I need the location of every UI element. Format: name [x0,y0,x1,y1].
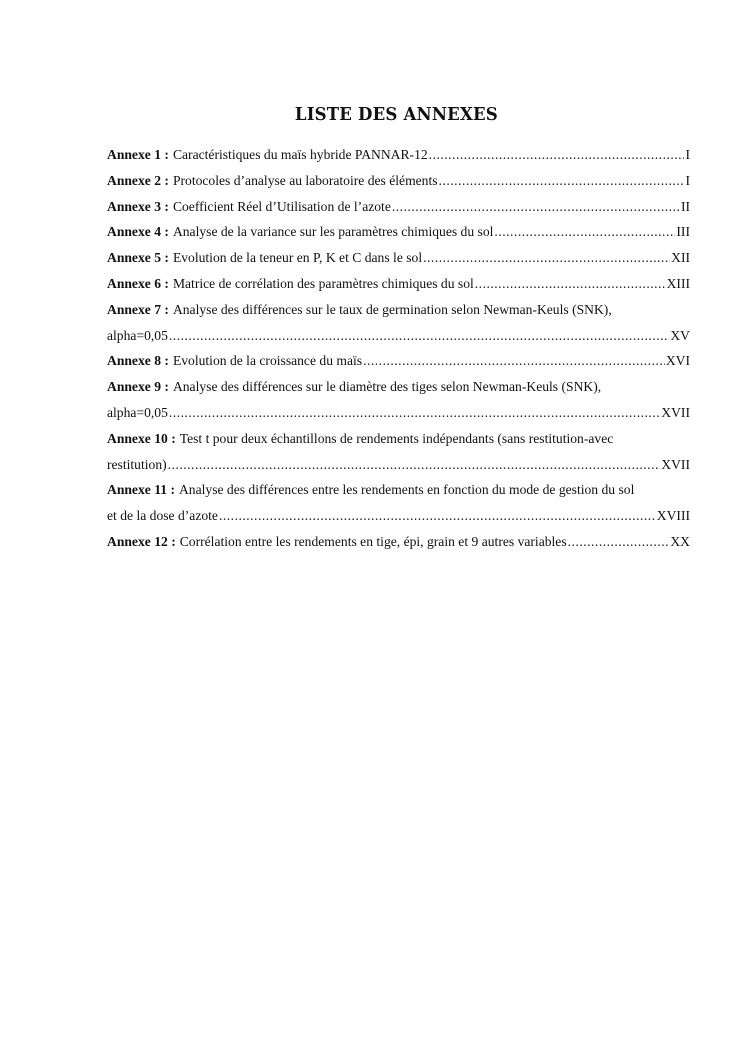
annex-title-continued: alpha=0,05 [107,327,168,343]
annex-label: Annexe 8 : [107,353,169,369]
annex-title: Corrélation entre les rendements en tige, épi, grain et 9 autres variables [179,533,567,549]
annex-label: Annexe 2 : [107,172,169,188]
dot-leader [219,507,656,525]
dot-leader [392,198,680,216]
toc-entry[interactable] [107,172,690,198]
annex-label: Annexe 5 : [107,250,169,266]
annex-label: Annexe 11 : [107,482,175,498]
dot-leader [494,223,675,241]
annex-list [107,146,690,559]
toc-entry[interactable] [107,146,690,172]
toc-entry-line[interactable] [107,378,690,404]
page-number: XX [670,533,690,549]
annex-title: Coefficient Réel d’Utilisation de l’azote [172,198,391,214]
page-title: LISTE DES ANNEXES [294,104,498,125]
annex-title-continued: restitution) [107,456,167,472]
page-number: I [685,147,690,162]
annex-label: Annexe 7 : [107,301,169,317]
toc-entry[interactable] [107,275,690,301]
toc-entry[interactable] [107,249,690,275]
annex-title-continued: alpha=0,05 [107,404,168,420]
annex-title: Evolution de la croissance du maïs [172,353,363,369]
annex-label: Annexe 9 : [107,379,169,395]
toc-entry-line[interactable] [107,481,690,507]
dot-leader [568,533,670,551]
annex-title: Analyse des différences sur le taux de germination selon Newman-Keuls (SNK), [172,301,612,317]
page-number: XVIII [656,508,690,524]
page-number: XVII [661,456,690,472]
page-number: I [685,172,690,188]
page-number: XV [670,327,690,343]
annex-title: Test t pour deux échantillons de rendements indépendants (sans restitution-avec [179,430,614,446]
annex-title: Analyse des différences entre les rendements en fonction du mode de gestion du sol [178,482,635,498]
page-number: III [676,224,690,240]
page-number: XVI [665,353,690,369]
annex-label: Annexe 12 : [107,533,176,549]
dot-leader [169,404,660,422]
page-number: XII [671,250,690,266]
annex-title: Analyse de la variance sur les paramètres chimiques du sol [172,224,494,240]
dot-leader [423,249,670,267]
toc-entry-line[interactable] [107,327,690,353]
toc-entry[interactable] [107,198,690,224]
annex-title-continued: et de la dose d’azote [107,508,218,524]
toc-entry[interactable] [107,352,690,378]
toc-entry[interactable] [107,533,690,559]
dot-leader [439,172,685,190]
annex-label: Annexe 6 : [107,275,169,291]
annex-title: Evolution de la teneur en P, K et C dans le sol [172,250,423,266]
page-number: II [680,198,690,214]
toc-entry-line[interactable] [107,404,690,430]
dot-leader [363,352,665,370]
page-number: XIII [666,275,690,291]
toc-entry-line[interactable] [107,430,690,456]
toc-entry[interactable] [107,223,690,249]
annex-title: Protocoles d’analyse au laboratoire des éléments [172,172,438,188]
annex-title: Analyse des différences sur le diamètre des tiges selon Newman-Keuls (SNK), [172,379,602,395]
toc-entry-line[interactable] [107,301,690,327]
annex-title: Matrice de corrélation des paramètres chimiques du sol [172,275,474,291]
dot-leader [429,146,685,164]
dot-leader [169,327,669,345]
toc-entry-line[interactable] [107,507,690,533]
page-number: XVII [661,404,690,420]
annex-title: Caractéristiques du maïs hybride PANNAR-12 [172,147,428,162]
toc-entry-line[interactable] [107,456,690,482]
annex-label: Annexe 1 : [107,147,169,162]
dot-leader [168,456,661,474]
annex-label: Annexe 4 : [107,224,169,240]
annex-label: Annexe 3 : [107,198,169,214]
annex-label: Annexe 10 : [107,430,176,446]
dot-leader [475,275,666,293]
